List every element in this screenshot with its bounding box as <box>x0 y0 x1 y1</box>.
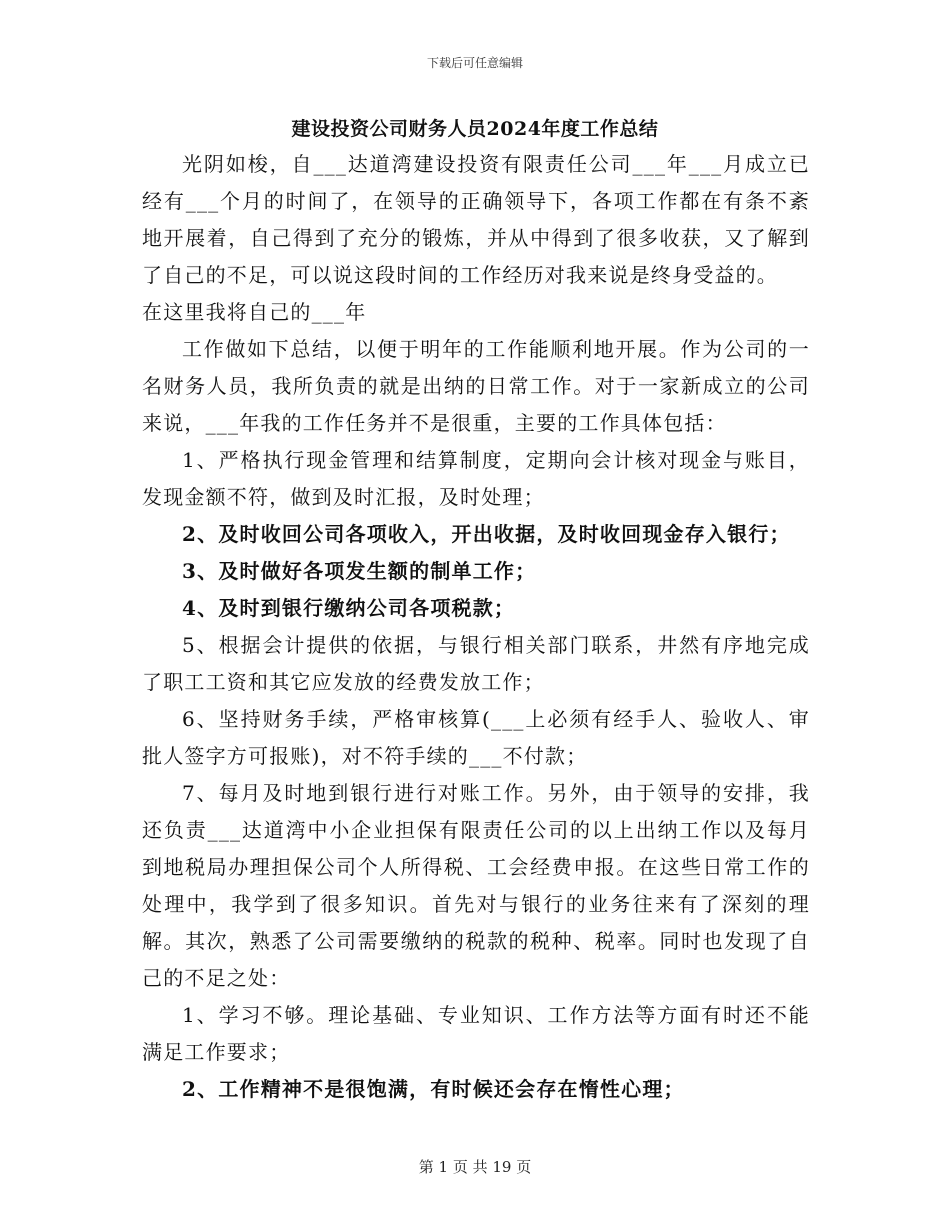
list-item-duty-6: 6、坚持财务手续，严格审核算(___上必须有经手人、验收人、审批人签字方可报账)，对不符手续的___不付款； <box>142 707 810 768</box>
list-item-shortcoming-2: 2、工作精神不是很饱满，有时候还会存在惰性心理； <box>182 1077 685 1101</box>
header-note: 下载后可任意编辑 <box>426 56 523 70</box>
list-item-duty-2: 2、及时收回公司各项收入，开出收据，及时收回现金存入银行； <box>182 522 791 546</box>
list-item-duty-1: 1、严格执行现金管理和结算制度，定期向会计核对现金与账目，发现金额不符，做到及时汇报，及时处理； <box>142 448 810 509</box>
page-footer: 第 1 页 共 19 页 <box>418 1158 532 1176</box>
list-item-duty-7: 7、每月及时地到银行进行对账工作。另外，由于领导的安排，我还负责___达道湾中小企业担保有限责任公司的以上出纳工作以及每月到地税局办理担保公司个人所得税、工会经费申报。在这些日常工作的处理中，我学到了很多知识。首先对与银行的业务往来有了深刻的理解。其次，熟悉了公司需要缴纳的税款的税种、税率。同时也发现了自己的不足之处： <box>142 781 810 990</box>
paragraph-intro: 光阴如梭，自___达道湾建设投资有限责任公司___年___月成立已经有___个月的时间了，在领导的正确领导下，各项工作都在有条不紊地开展着，自己得到了充分的锻炼，并从中得到了很多收获，又了解到了自己的不足，可以说这段时间的工作经历对我来说是终身受益的。 <box>142 152 810 287</box>
list-item-duty-5: 5、根据会计提供的依据，与银行相关部门联系，井然有序地完成了职工工资和其它应发放的经费发放工作； <box>142 633 810 694</box>
document-title: 建设投资公司财务人员2024年度工作总结 <box>291 118 659 140</box>
paragraph-intro-tail: 在这里我将自己的___年 <box>142 300 367 324</box>
document-body <box>142 146 810 1108</box>
list-item-shortcoming-1: 1、学习不够。理论基础、专业知识、工作方法等方面有时还不能满足工作要求； <box>142 1003 810 1064</box>
paragraph-summary: 工作做如下总结，以便于明年的工作能顺利地开展。作为公司的一名财务人员，我所负责的就是出纳的日常工作。对于一家新成立的公司来说，___年我的工作任务并不是很重，主要的工作具体包括： <box>142 337 810 435</box>
list-item-duty-4: 4、及时到银行缴纳公司各项税款； <box>182 596 516 620</box>
list-item-duty-3: 3、及时做好各项发生额的制单工作； <box>182 559 537 583</box>
